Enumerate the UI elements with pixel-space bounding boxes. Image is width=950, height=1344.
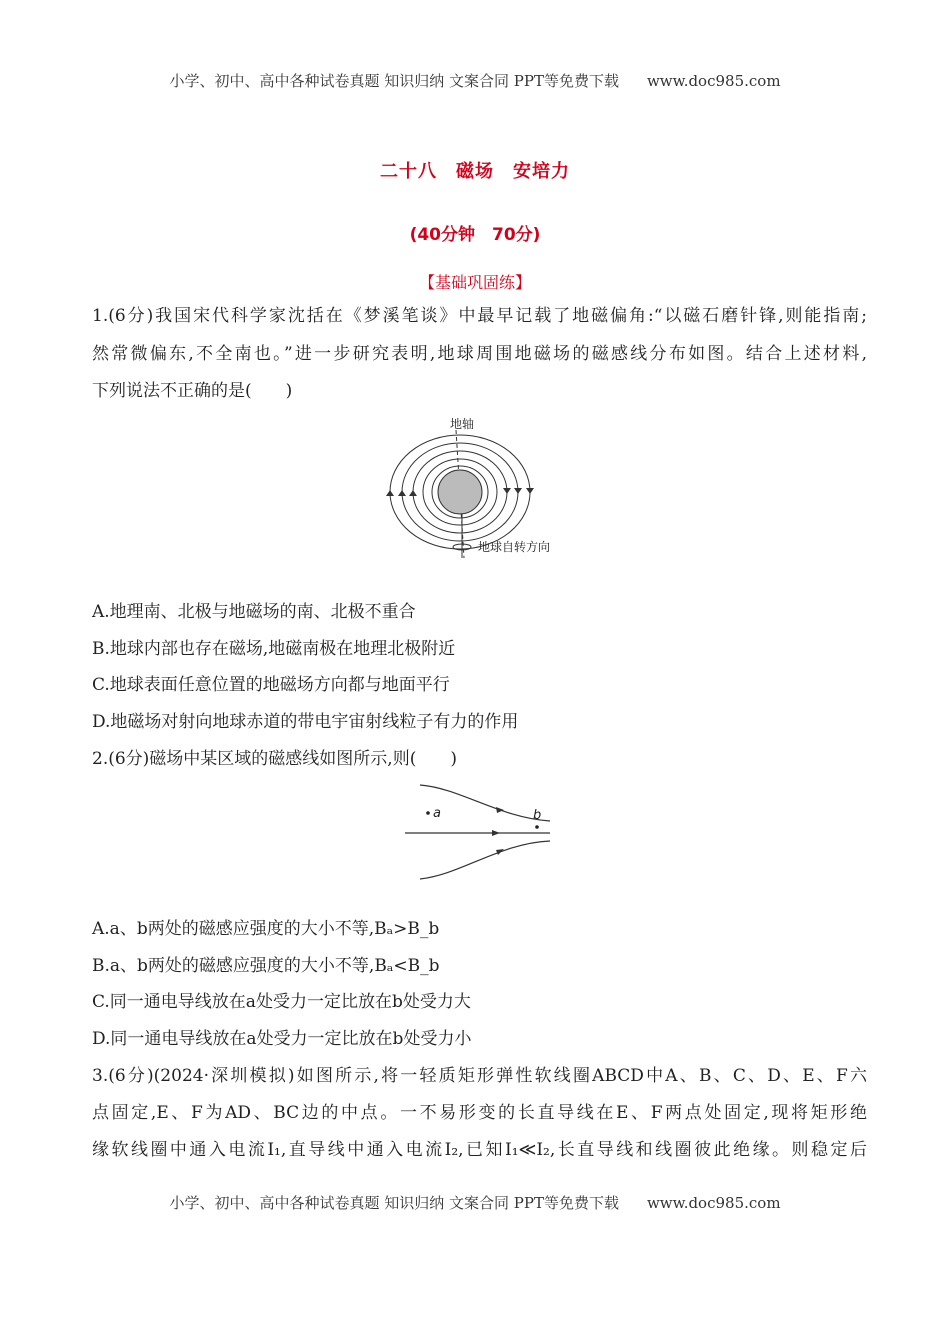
q2-option-a: A.a、b两处的磁感应强度的大小不等,Bₐ>B_b [92, 919, 440, 939]
footer-url: www.doc985.com [646, 1194, 781, 1212]
footer-text: 小学、初中、高中各种试卷真题 知识归纳 文案合同 PPT等免费下载 [169, 1194, 619, 1212]
q1-stem-line-3: 下列说法不正确的是( ) [92, 381, 293, 401]
q1-option-a: A.地理南、北极与地磁场的南、北极不重合 [92, 602, 416, 622]
header-text: 小学、初中、高中各种试卷真题 知识归纳 文案合同 PPT等免费下载 [169, 72, 619, 90]
axis-label: 地轴 [450, 417, 475, 431]
q3-stem-line-2: 点固定,E、F为AD、BC边的中点。一不易形变的长直导线在E、F两点处固定,现将矩形绝 [92, 1103, 867, 1123]
q1-stem-line-1: 1.(6分)我国宋代科学家沈括在《梦溪笔谈》中最早记载了地磁偏角:“以磁石磨针锋,则能指南; [92, 306, 867, 326]
q1-option-b: B.地球内部也存在磁场,地磁南极在地理北极附近 [92, 639, 456, 659]
page-header [0, 70, 950, 91]
q2-option-b: B.a、b两处的磁感应强度的大小不等,Bₐ<B_b [92, 956, 440, 976]
q3-stem-line-3: 缘软线圈中通入电流I₁,直导线中通入电流I₂,已知I₁≪I₂,长直导线和线圈彼此绝缘。则稳定后 [92, 1140, 867, 1160]
q2-option-d: D.同一通电导线放在a处受力一定比放在b处受力小 [92, 1029, 472, 1049]
label-b: b [533, 808, 542, 823]
rotation-label: 地球自转方向 [478, 540, 551, 554]
page-subtitle: (40分钟 70分) [409, 225, 541, 245]
q1-stem-line-2: 然常微偏东,不全南也。”进一步研究表明,地球周围地磁场的磁感线分布如图。结合上述材料, [92, 344, 867, 364]
q2-stem: 2.(6分)磁场中某区域的磁感线如图所示,则( ) [92, 749, 457, 769]
q2-option-c: C.同一通电导线放在a处受力一定比放在b处受力大 [92, 992, 471, 1012]
field-lines-figure [400, 783, 555, 883]
section-heading: 【基础巩固练】 [418, 273, 531, 292]
label-a: a [433, 806, 441, 821]
q3-stem-line-1: 3.(6分)(2024·深圳模拟)如图所示,将一轻质矩形弹性软线圈ABCD中A、B、C、D、E、F六 [92, 1066, 867, 1086]
earth-magnetic-field-figure [380, 410, 580, 560]
page-footer [0, 1192, 950, 1213]
page-title: 二十八 磁场 安培力 [380, 161, 570, 182]
q1-option-d: D.地磁场对射向地球赤道的带电宇宙射线粒子有力的作用 [92, 712, 519, 732]
header-url: www.doc985.com [646, 72, 781, 90]
q1-option-c: C.地球表面任意位置的地磁场方向都与地面平行 [92, 675, 450, 695]
